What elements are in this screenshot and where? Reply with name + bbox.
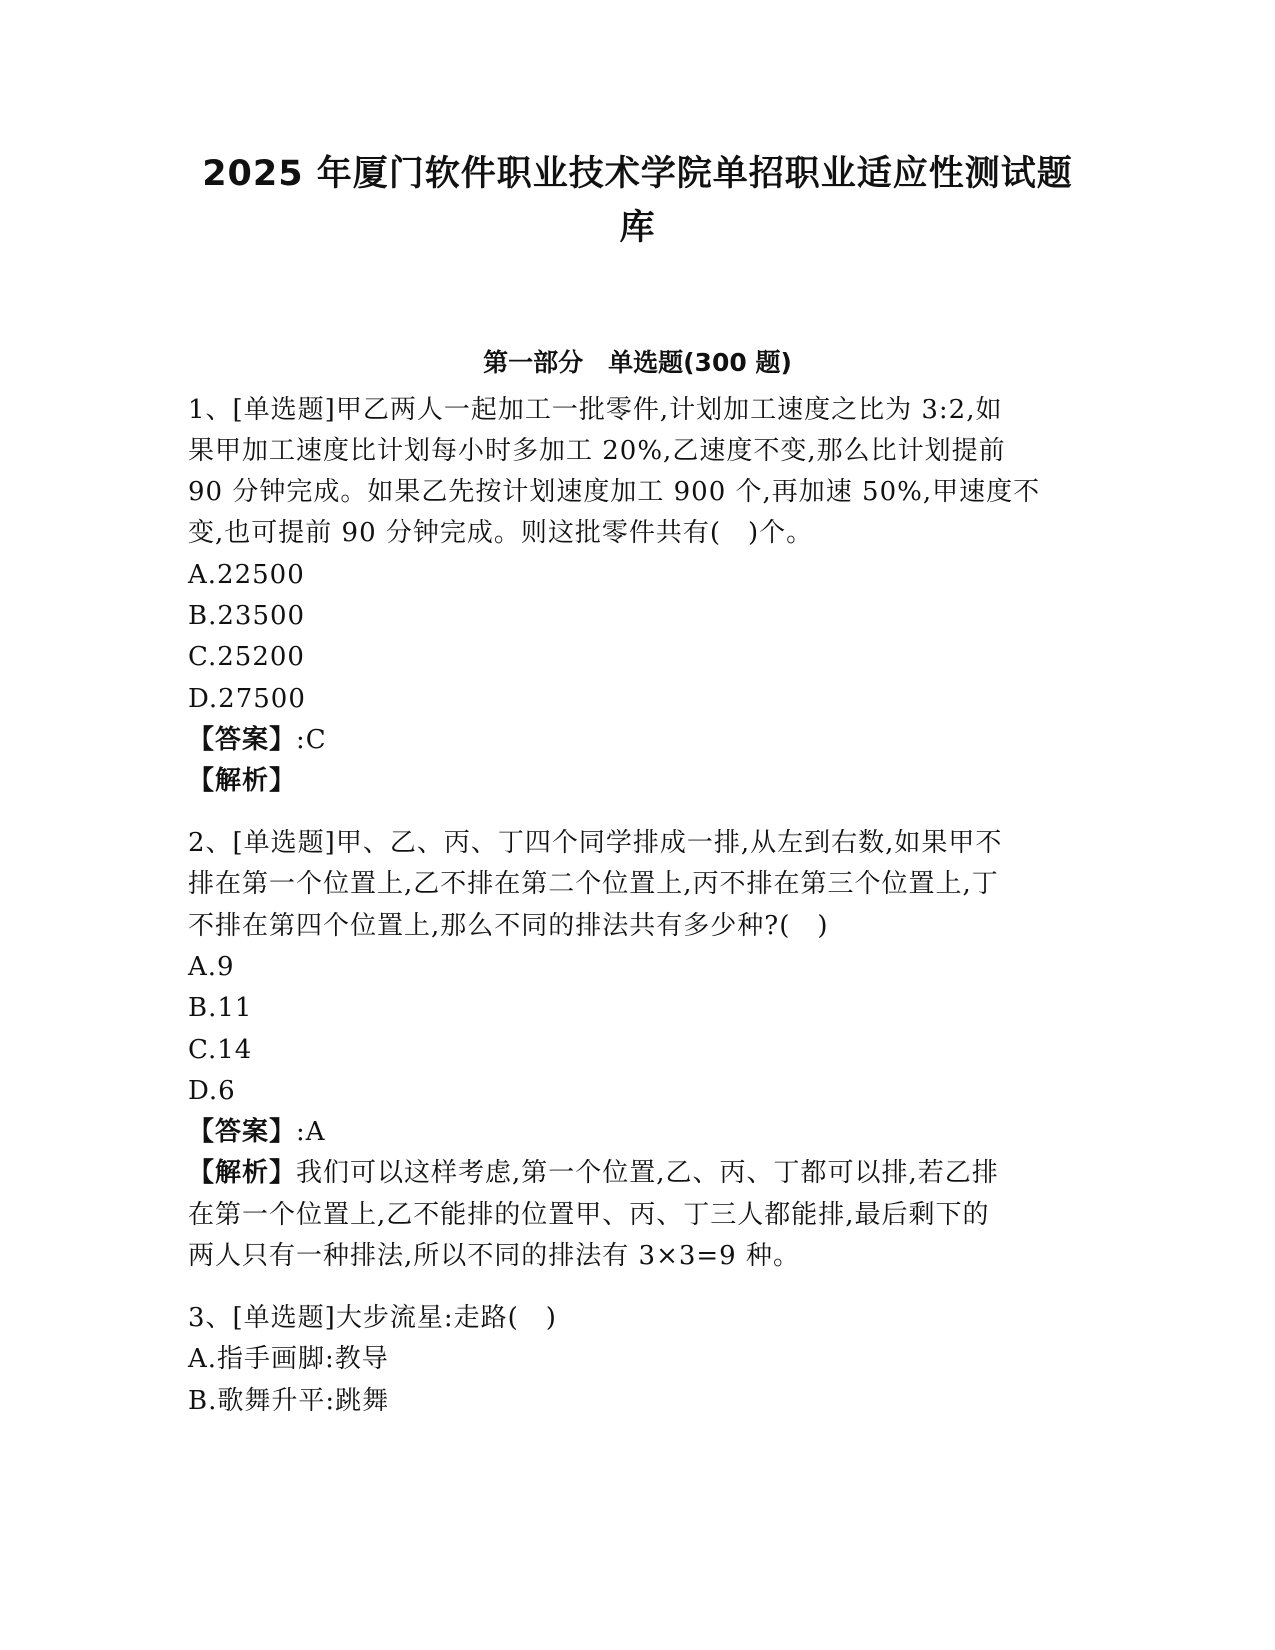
option-b: B.11 [188,993,253,1023]
analysis-text-line: 两人只有一种排法,所以不同的排法有 3×3=9 种。 [188,1241,800,1271]
analysis-text: 我们可以这样考虑,第一个位置,乙、丙、丁都可以排,若乙排 [296,1158,999,1188]
answer-value: :A [296,1117,326,1147]
section-heading: 第一部分 单选题(300 题) [483,348,792,377]
analysis-label: 【解析】 [188,766,297,796]
question-stem-line: 3、[单选题]大步流星:走路( ) [188,1303,557,1333]
option-a: A.9 [188,952,235,982]
document-title-line-2: 库 [619,208,656,248]
answer-line [188,1114,1088,1150]
answer-label: 【答案】 [188,725,297,755]
document-title-line-1: 2025 年厦门软件职业技术学院单招职业适应性测试题 [202,154,1073,194]
analysis-line [188,1155,1088,1191]
question-stem-line: 1、[单选题]甲乙两人一起加工一批零件,计划加工速度之比为 3:2,如 [188,395,1003,425]
question-stem-line: 变,也可提前 90 分钟完成。则这批零件共有( )个。 [188,518,814,548]
analysis-label: 【解析】 [188,1158,297,1188]
answer-line [188,722,1088,758]
question-stem-line: 90 分钟完成。如果乙先按计划速度加工 900 个,再加速 50%,甲速度不 [188,477,1041,507]
question-stem-line: 不排在第四个位置上,那么不同的排法共有多少种?( ) [188,911,829,941]
question-stem-line: 果甲加工速度比计划每小时多加工 20%,乙速度不变,那么比计划提前 [188,436,1006,466]
question-stem-line: 排在第一个位置上,乙不排在第二个位置上,丙不排在第三个位置上,丁 [188,869,999,899]
analysis-line [188,763,1088,799]
option-a: A.22500 [188,560,305,590]
option-c: C.14 [188,1035,253,1065]
question-stem-line: 2、[单选题]甲、乙、丙、丁四个同学排成一排,从左到右数,如果甲不 [188,828,1003,858]
answer-value: :C [296,725,327,755]
analysis-text-line: 在第一个位置上,乙不能排的位置甲、丙、丁三人都能排,最后剩下的 [188,1200,990,1230]
answer-label: 【答案】 [188,1117,297,1147]
option-b: B.歌舞升平:跳舞 [188,1386,390,1416]
option-d: D.27500 [188,684,306,714]
option-b: B.23500 [188,601,306,631]
option-a: A.指手画脚:教导 [188,1344,389,1374]
option-c: C.25200 [188,642,305,672]
option-d: D.6 [188,1076,236,1106]
